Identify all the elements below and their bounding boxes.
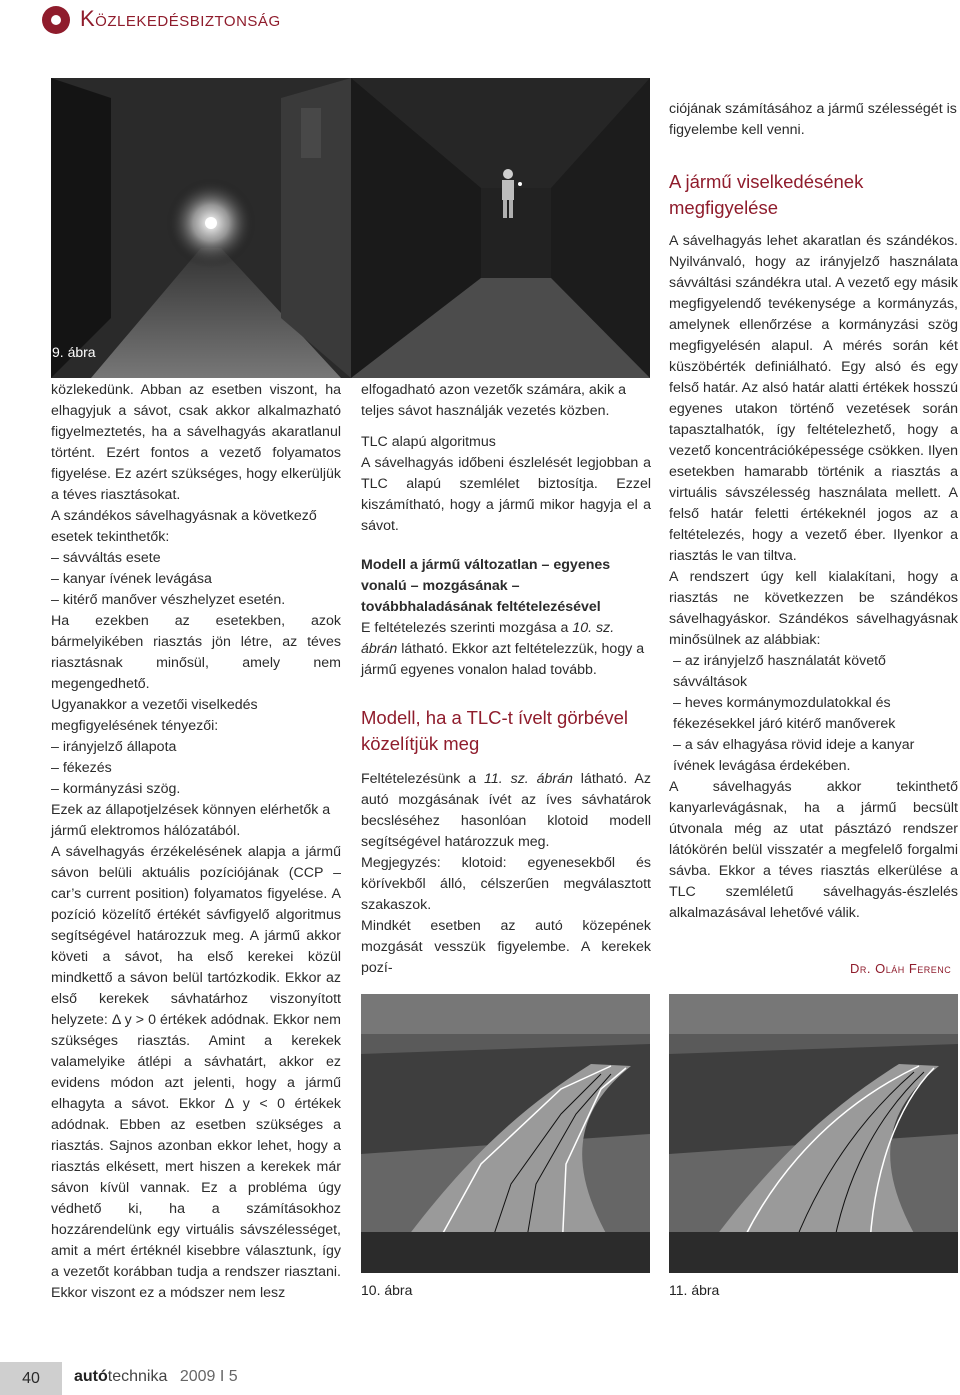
list-item: – heves kormánymozdulatokkal és fékezésekkel járó kitérő manőverek	[673, 695, 896, 732]
issue-number: 2009 I 5	[179, 1368, 238, 1385]
list-item: – kormányzási szög.	[51, 781, 181, 797]
magazine-logo-icon	[42, 6, 70, 34]
paragraph: Ugyanakkor a vezetői viselkedés megfigyelésének tényezői:	[51, 697, 258, 734]
magazine-brand	[74, 1368, 238, 1386]
paragraph	[361, 618, 651, 681]
text-run: látható. Az autó mozgásának ívét az íves sávhatárok becsléséhez hasonlóan klotoid modell segítségével határozzuk meg.	[361, 771, 651, 850]
figure-9-photo	[51, 78, 650, 378]
list-item: – az irányjelző használatát követő sávváltások	[673, 653, 886, 690]
figure-reference: 11. sz. ábrán	[484, 771, 573, 787]
paragraph: Ha ezekben az esetekben, azok bármelyikében riasztás jön létre, az téves riasztásnak minősül, amely nem megengedhető.	[51, 613, 341, 692]
paragraph: A sávelhagyás akkor tekinthető kanyarlevágásnak, ha a jármű becsült útvonala még az utat pásztázó rendszer látókörén belül visszatér a megfelelő forgalmi sávba. Ekkor a téves riasztás elkerülése a TLC szemléletű sávelhagyás-észlelés alkalmazásával lehetővé válik.	[669, 779, 958, 921]
text-run: Feltételezésünk a	[361, 771, 485, 787]
text-run: látható. Ekkor azt feltételezzük, hogy a jármű egyenes vonalon halad tovább.	[361, 641, 645, 678]
heading-curve-model: Modell, ha a TLC-t ívelt görbével közelítjük meg	[361, 707, 629, 754]
list-item: – fékezés	[51, 760, 112, 776]
text-run: E feltételezés szerinti mozgása a	[361, 620, 573, 636]
paragraph: A sávelhagyás lehet akaratlan és szándékos. Nyilvánvaló, hogy az irányjelző használata sávváltási szándékra utal. A vezető egy másik megfigyelendő tevékenysége a kormányzás, amelynek ellenőrzése a kormányzási szög megfigyelésén alapul. A mérés során két küszöbérték definiálható. Egy alsó és egy felső határ. Az alsó határ alatti értékek hosszú egyenes utakon történő vezetések során tapasztalhatók, így feltételezhető, hogy a vezető koncentrációképessége csökken. Ilyen esetekben hamarabb történik a riasztás a virtuális sávszélesség használata mellett. A felső határ feletti értékeknél jogos az a feltételezés, hogy a vezető éber. Ilyenkor a riasztás le van tiltva.	[669, 233, 958, 564]
figure-10-caption: 10. ábra	[361, 1282, 413, 1298]
paragraph: A sávelhagyás időbeni észlelését legjobban a TLC alapú szemlélet biztosítja. Ezzel kiszámítható, hogy a jármű mikor hagyja el a sávot.	[361, 455, 651, 534]
paragraph: A szándékos sávelhagyásnak a következő esetek tekinthetők:	[51, 508, 317, 545]
column-1	[51, 380, 341, 1304]
paragraph: elfogadható azon vezetők számára, akik a teljes sávot használják vezetés közben.	[361, 382, 626, 419]
road-straight-model-image	[361, 994, 650, 1273]
paragraph: Mindkét esetben az autó közepének mozgását vesszük figyelembe. A kerekek pozí-	[361, 918, 651, 976]
list-item: – kanyar ívének levágása	[51, 571, 212, 587]
figure-11-photo	[669, 994, 958, 1273]
heading-behaviour: A jármű viselkedésének megfigyelése	[669, 171, 864, 218]
paragraph: Ezek az állapotjelzések könnyen elérhetők a jármű elektromos hálózatából.	[51, 802, 331, 839]
list-item: – kitérő manőver vészhelyzet esetén.	[51, 592, 286, 608]
figure-11-caption: 11. ábra	[669, 1282, 720, 1298]
figure-9-caption: 9. ábra	[52, 344, 96, 360]
brand-bold: autó	[74, 1368, 108, 1385]
tunnel-night-image	[51, 78, 650, 378]
paragraph: Megjegyzés: klotoid: egyenesekből és körívekből álló, célszerűen megválasztott szakaszok.	[361, 855, 651, 913]
list-item: – irányjelző állapota	[51, 739, 177, 755]
road-curve-model-image	[669, 994, 958, 1273]
figure-10-photo	[361, 994, 650, 1273]
column-3	[669, 99, 958, 924]
paragraph: ciójának számításához a jármű szélességét is figyelembe kell venni.	[669, 101, 957, 138]
page-number	[0, 1362, 62, 1395]
paragraph: A sávelhagyás érzékelésének alapja a jármű sávon belüli aktuális pozíciójának (CCP – car’s current position) folyamatos figyelése. A pozíció közelítő értékét sávfigyelő algoritmus segítségével határozzuk meg. A jármű akkor követi a sávot, ha első kerekei közül mindkettő a sávon belül tartózkodik. Ekkor az első kerekek sávhatárhoz viszonyított helyzete: Δ y > 0 értékek adódnak. Ekkor nem szükséges riasztás. Amint a kerekek valamelyike átlépi a sávhatárt, akkor ez evidens módon azt jelenti, hogy a jármű elhagyta a sávot. Ekkor Δ y < 0 értékek adódnak. Ebben az esetben szükséges a riasztás. Sajnos azonban ekkor lehet, hogy a riasztás elkésett, mert hiszen a kerekek már sávon kívül vannak. Ez a probléma úgy védhető ki, ha a számításokhoz hozzárendelünk egy virtuális sávszélességet, amit a mért értéknél kisebbre választunk, így a vezetőt korábban tudja a rendszer riasztani. Ekkor viszont ez a módszer nem lesz	[51, 844, 341, 1301]
author-name: Dr. Oláh Ferenc	[850, 961, 952, 976]
heading-tlc: TLC alapú algoritmus	[361, 434, 496, 450]
paragraph	[361, 769, 651, 853]
column-2	[361, 380, 651, 979]
list-item: – sávváltás esete	[51, 550, 161, 566]
paragraph: közlekedünk. Abban az esetben viszont, ha elhagyjuk a sávot, csak akkor alkalmazható figyelmeztetés, ha a sávelhagyás akaratlanul történt. Ezért fontos a vezető folyamatos figyelése. Ez azért szükséges, hogy elkerüljük a téves riasztásokat.	[51, 382, 341, 503]
brand-rest: technika	[107, 1368, 168, 1385]
figure-reference: 10. sz. ábrán	[361, 620, 615, 657]
list-item: – a sáv elhagyása rövid ideje a kanyar ívének levágása érdekében.	[673, 737, 915, 774]
paragraph: A rendszert úgy kell kialakítani, hogy a riasztás ne következzen be szándékos sávelhagyáskor. Szándékos sávelhagyásnak minősülnek az alábbiak:	[669, 569, 958, 648]
heading-straight-model: Modell a jármű változatlan – egyenes vonalú – mozgásának – továbbhaladásának feltételezésével	[361, 557, 611, 615]
section-title: Közlekedésbiztonság	[80, 6, 281, 31]
page-number-text: 40	[22, 1370, 40, 1387]
